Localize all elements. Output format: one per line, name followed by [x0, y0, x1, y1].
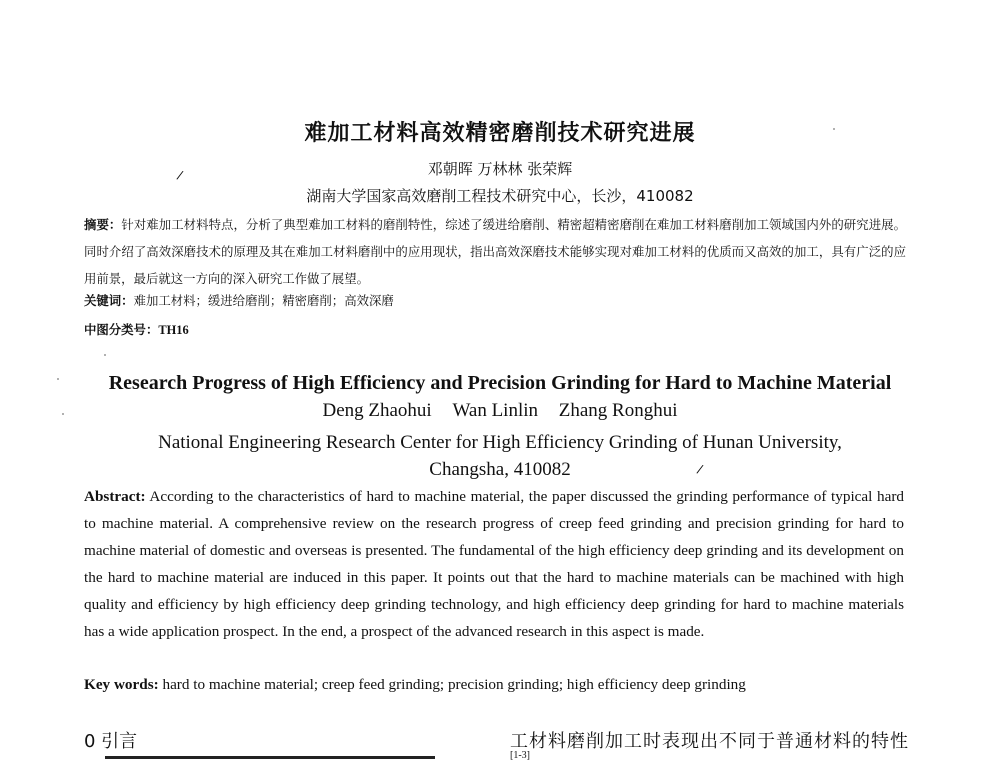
chinese-abstract-label: 摘要：: [84, 217, 122, 232]
section-heading: 0 引言: [84, 731, 138, 752]
english-keywords: [84, 674, 904, 696]
chinese-authors: 邓朝晖 万林林 张荣辉: [427, 160, 573, 178]
left-column-cut-line: [105, 752, 445, 760]
english-authors: [0, 400, 1000, 422]
english-keywords-text: hard to machine material; creep feed grinding; precision grinding; high efficiency deep grinding: [162, 676, 746, 693]
author-2: Wan Linlin: [452, 400, 539, 421]
scan-speck: [62, 413, 64, 415]
english-affiliation-line-2: Changsha, 410082: [429, 459, 571, 480]
right-column-citation: [1-3]: [510, 750, 530, 761]
scan-mark: /: [695, 461, 705, 477]
right-column-first-line: 工材料磨削加工时表现出不同于普通材料的特性: [510, 731, 909, 752]
author-3: Zhang Ronghui: [558, 400, 678, 421]
classification-value: TH16: [158, 323, 189, 337]
scan-speck: [833, 128, 835, 130]
english-affiliation-line-1: National Engineering Research Center for High Efficiency Grinding of Hunan University,: [158, 432, 842, 453]
english-abstract-label: Abstract:: [84, 488, 146, 505]
classification-number: [84, 320, 906, 340]
english-abstract: [84, 484, 904, 645]
english-abstract-text: According to the characteristics of hard to machine material, the paper discussed the grinding performance of typical hard to machine material. A comprehensive review on the research progress of creep feed grinding and precision grinding for hard to machine material of domestic and overseas is presented. The fundamental of the high efficiency deep grinding and its development on the hard to machine material are induced in this paper. It points out that the hard to machine materials can be machined with high quality and efficiency by high efficiency deep grinding technology, and high efficiency deep grinding for hard to machine materials has a wide application prospect. In the end, a prospect of the advanced research in this aspect is made.: [84, 488, 904, 640]
classification-label: 中图分类号：: [84, 322, 159, 337]
english-title: Research Progress of High Efficiency and Precision Grinding for Hard to Machine Material: [108, 372, 892, 394]
chinese-keywords-text: 难加工材料；缓进给磨削；精密磨削；高效深磨: [133, 293, 394, 308]
scan-mark: /: [175, 167, 185, 183]
chinese-abstract-text: 针对难加工材料特点，分析了典型难加工材料的磨削特性，综述了缓进给磨削、精密超精密磨削在难加工材料磨削加工领域国内外的研究进展。同时介绍了高效深磨技术的原理及其在难加工材料磨削中的应用现状，指出高效深磨技术能够实现对难加工材料的优质而又高效的加工，具有广泛的应用前景，最后就这一方向的深入研究工作做了展望。: [84, 217, 907, 286]
english-keywords-label: Key words:: [84, 676, 159, 693]
chinese-keywords: [84, 291, 906, 311]
chinese-keywords-label: 关键词：: [84, 293, 134, 308]
scan-speck: [104, 354, 106, 356]
scan-speck: [57, 378, 59, 380]
chinese-affiliation: 湖南大学国家高效磨削工程技术研究中心，长沙，410082: [306, 187, 694, 205]
author-1: Deng Zhaohui: [322, 400, 432, 421]
chinese-abstract: [84, 211, 906, 292]
chinese-title: 难加工材料高效精密磨削技术研究进展: [304, 121, 696, 146]
english-affiliation: [100, 429, 900, 483]
